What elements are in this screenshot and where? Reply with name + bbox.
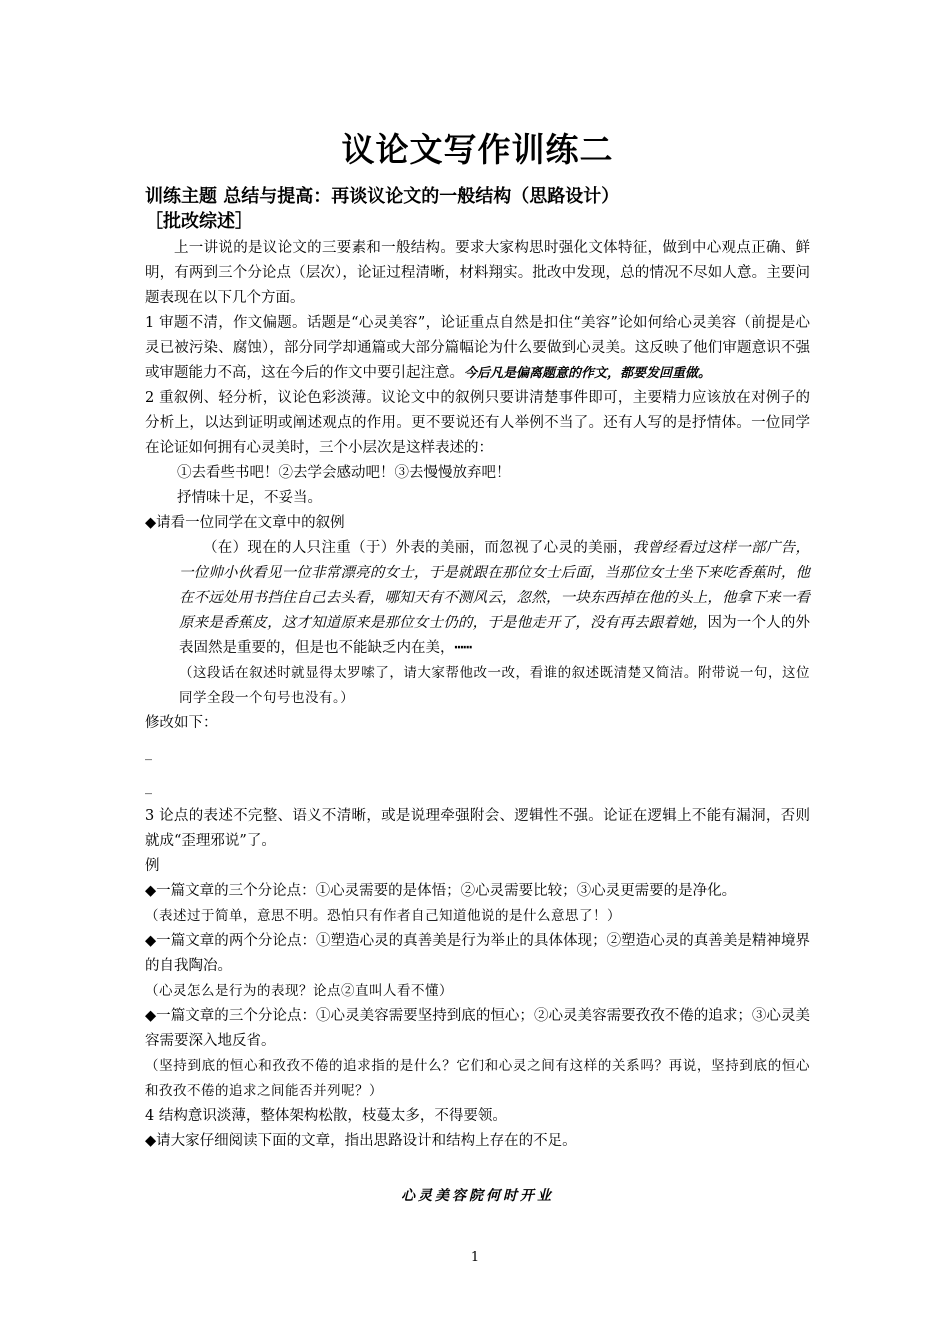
point-2-list: ①去看些书吧！②去学会感动吧！③去慢慢放弃吧！: [177, 465, 511, 481]
example-2: ◆一篇文章的两个分论点：①塑造心灵的真善美是行为举止的具体体现；②塑造心灵的真善美是精神境界的自我陶冶。: [145, 933, 810, 974]
point-2-paragraph: 2 重叙例、轻分析，议论色彩淡薄。议论文中的叙例只要讲清楚事件即可，主要精力应该放在对例子的分析上，以达到证明或阐述观点的作用。更不要说还有人举例不当了。还有人写的是抒情体。一位同学在论证如何拥有心灵美时，三个小层次是这样表述的：: [145, 390, 810, 456]
quote-part-c: 因为一个人的外表固然是重要的，但是也不能缺乏内在美，┅┅: [179, 615, 811, 656]
point-4-task: ◆请大家仔细阅读下面的文章，指出思路设计和结构上存在的不足。: [145, 1133, 577, 1149]
example-2-note: （心灵怎么是行为的表现？论点②直叫人看不懂）: [145, 983, 453, 999]
revision-blank-1: _: [145, 745, 152, 761]
example-1-note: （表述过于简单，意思不明。恐怕只有作者自己知道他说的是什么意思了！）: [145, 908, 621, 924]
point-3-example-label: 例: [145, 858, 160, 874]
essay-title: 心灵美容院何时开业: [401, 1188, 554, 1204]
intro-paragraph: 上一讲说的是议论文的三要素和一般结构。要求大家构思时强化文体特征，做到中心观点正确、鲜明，有两到三个分论点（层次），论证过程清晰，材料翔实。批改中发现，总的情况不尽如人意。主要问题表现在以下几个方面。: [145, 240, 810, 306]
student-quote: [145, 536, 810, 661]
point-4-paragraph: 4 结构意识淡薄，整体架构松散，枝蔓太多，不得要领。: [145, 1108, 507, 1124]
page-number: 1: [470, 1250, 480, 1265]
point-1-text: 1 审题不清，作文偏题。话题是“心灵美容”，论证重点自然是扣住“美容”论如何给心灵美容（前提是心灵已被污染、腐蚀），部分同学却通篇或大部分篇幅论为什么要做到心灵美。这反映了他们审题意识不强或审题能力不高，这在今后的作文中要引起注意。: [145, 315, 810, 381]
example-1: ◆一篇文章的三个分论点：①心灵需要的是体悟；②心灵需要比较；③心灵更需要的是净化。: [145, 883, 737, 899]
point-1-paragraph: [145, 311, 810, 386]
revision-blank-2: _: [145, 779, 152, 795]
quote-note: （这段话在叙述时就显得太罗嗦了，请大家帮他改一改，看谁的叙述既清楚又简洁。附带说一句，这位同学全段一个句号也没有。）: [179, 665, 810, 706]
training-subtitle: 训练主题 总结与提高：再谈议论文的一般结构（思路设计）: [145, 186, 620, 207]
example-3: ◆一篇文章的三个分论点：①心灵美容需要坚持到底的恒心；②心灵美容需要孜孜不倦的追求；③心灵美容需要深入地反省。: [145, 1008, 810, 1049]
point-2-example-heading: ◆请看一位同学在文章中的叙例: [145, 515, 345, 531]
point-1-emphasis: 今后凡是偏离题意的作文，都要发回重做。: [464, 366, 712, 381]
point-2-comment: 抒情味十足，不妥当。: [177, 490, 322, 506]
quote-part-b: 我曾经看过这样一部广告，一位帅小伙看见一位非常漂亮的女士，于是就跟在那位女士后面，当那位女士坐下来吃香蕉时，他在不远处用书挡住自己去头看，哪知天有不测风云，忽然，一块东西掉在他的头上，他拿下来一看原来是香蕉皮，这才知道原来是那位女士仍的，于是他走开了，没有再去跟着她，: [179, 540, 810, 631]
section-heading: ［批改综述］: [145, 211, 253, 232]
point-3-paragraph: 3 论点的表述不完整、语义不清晰，或是说理牵强附会、逻辑性不强。论证在逻辑上不能有漏洞，否则就成“歪理邪说”了。: [145, 808, 810, 849]
example-3-note: （坚持到底的恒心和孜孜不倦的追求指的是什么？它们和心灵之间有这样的关系吗？再说，坚持到底的恒心和孜孜不倦的追求之间能否并列呢？）: [145, 1058, 810, 1099]
revise-label: 修改如下：: [145, 715, 218, 731]
document-body: [145, 128, 810, 1209]
page-title: 议论文写作训练二: [341, 130, 614, 169]
quote-part-a: （在）现在的人只注重（于）外表的美丽，而忽视了心灵的美丽，: [203, 540, 633, 556]
